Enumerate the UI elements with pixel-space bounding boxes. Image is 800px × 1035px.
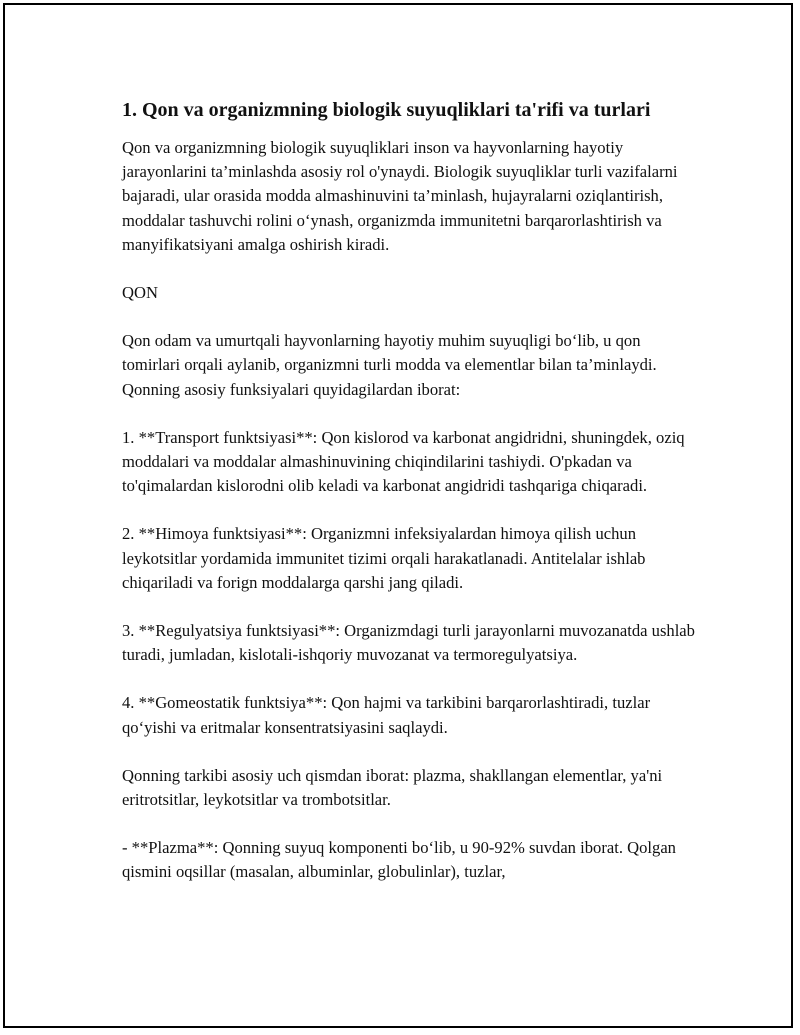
- document-page: [3, 3, 793, 1028]
- document-title: 1. Qon va organizmning biologik suyuqliklari ta'rifi va turlari: [122, 99, 651, 121]
- transport-function-paragraph: 1. **Transport funktsiyasi**: Qon kislorod va karbonat angidridni, shuningdek, oziq moddalari va moddalar almashinuvining chiqindilarini tashiydi. O'pkadan va to'qimalardan kislorodni olib keladi va karbonat angidridi tashqariga chiqaradi.: [122, 427, 685, 496]
- paragraph-gap: [122, 305, 697, 329]
- paragraph-gap: [122, 498, 697, 522]
- paragraph-gap: [122, 812, 697, 836]
- qon-description-paragraph: Qon odam va umurtqali hayvonlarning hayotiy muhim suyuqligi bo‘lib, u qon tomirlari orqali aylanib, organizmni turli modda va elementlar bilan ta’minlaydi. Qonning asosiy funksiyalari quyidagilardan iborat:: [122, 331, 657, 399]
- paragraph-gap: [122, 595, 697, 619]
- paragraph-gap: [122, 402, 697, 426]
- document-body: [122, 97, 697, 885]
- paragraph-gap: [122, 257, 697, 281]
- section-heading-qon: QON: [122, 283, 158, 303]
- intro-paragraph: Qon va organizmning biologik suyuqliklari inson va hayvonlarning hayotiy jarayonlarini ta’minlashda asosiy rol o'ynaydi. Biologik suyuqliklar turli vazifalarni bajaradi, ular orasida modda almashinuvini ta’minlash, hujayralarni oziqlantirish, moddalar tashuvchi rolini o‘ynash, organizmda immunitetni barqarorlashtirish va manyifikatsiyani amalga oshirish kiradi.: [122, 138, 678, 254]
- blood-composition-paragraph: Qonning tarkibi asosiy uch qismdan iborat: plazma, shakllangan elementlar, ya'ni eritrotsitlar, leykotsitlar va trombotsitlar.: [122, 765, 663, 810]
- plasma-paragraph: - **Plazma**: Qonning suyuq komponenti bo‘lib, u 90-92% suvdan iborat. Qolgan qismini oqsillar (masalan, albuminlar, globulinlar), tuzlar,: [122, 838, 676, 882]
- paragraph-gap: [122, 740, 697, 764]
- paragraph-gap: [122, 667, 697, 691]
- homeostatic-function-paragraph: 4. **Gomeostatik funktsiya**: Qon hajmi va tarkibini barqarorlashtiradi, tuzlar qo‘yishi va eritmalar konsentratsiyasini saqlaydi.: [122, 693, 651, 737]
- regulation-function-paragraph: 3. **Regulyatsiya funktsiyasi**: Organizmdagi turli jarayonlarni muvozanatda ushlab turadi, jumladan, kislotali-ishqoriy muvozanat va termoregulyatsiya.: [122, 621, 695, 665]
- protection-function-paragraph: 2. **Himoya funktsiyasi**: Organizmni infeksiyalardan himoya qilish uchun leykotsitlar yordamida immunitet tizimi orqali harakatlanadi. Antitelalar ishlab chiqariladi va forign moddalarga qarshi jang qiladi.: [122, 524, 646, 592]
